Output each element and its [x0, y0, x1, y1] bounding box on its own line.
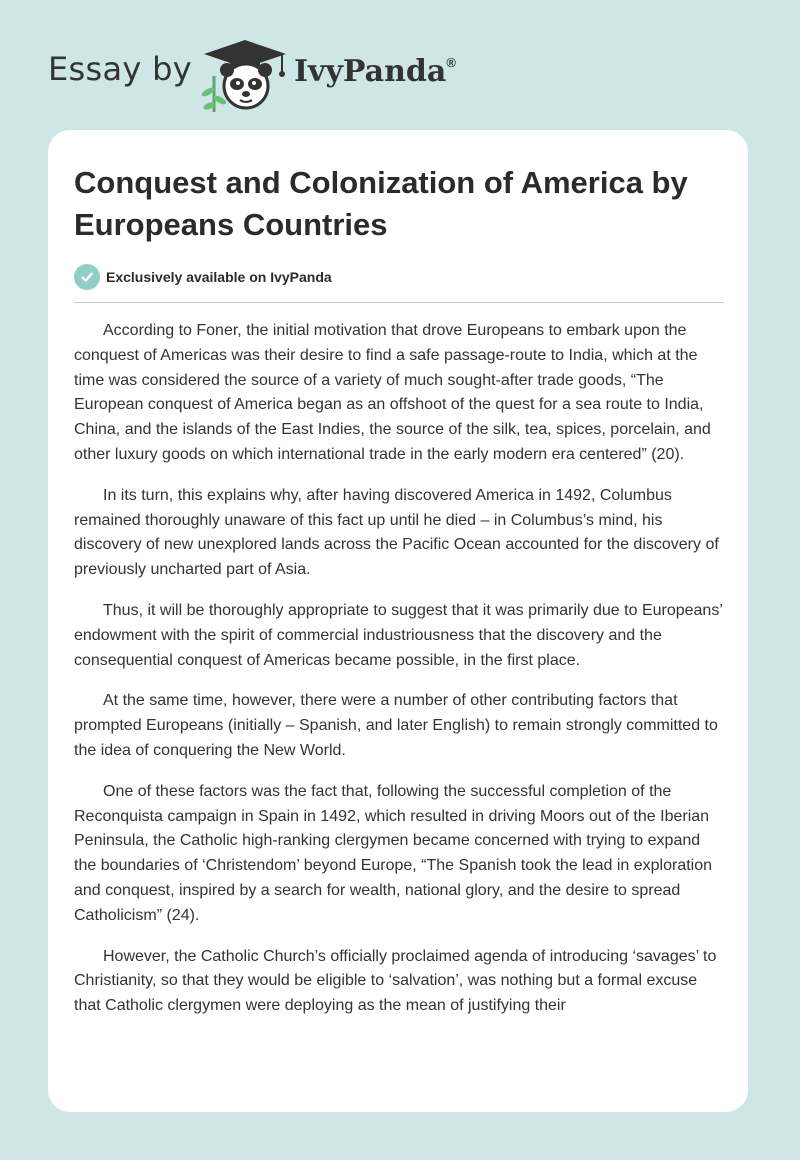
paragraph: Thus, it will be thoroughly appropriate to suggest that it was primarily due to Europeans’ endowment with the spirit of commercial industriousness that the discovery and the consequential conquest of Americas became possible, in the first place.: [74, 601, 723, 669]
badge-text: Exclusively available on IvyPanda: [106, 269, 332, 285]
essay-body: [74, 319, 724, 1035]
divider: [74, 302, 724, 303]
page-title: Conquest and Colonization of America by Europeans Countries: [74, 165, 688, 242]
paragraph: At the same time, however, there were a number of other contributing factors that prompted Europeans (initially – Spanish, and later English) to remain strongly committed to the idea of conquering the New World.: [74, 692, 718, 759]
brand-text: IvyPanda: [294, 54, 447, 89]
panda-graduate-icon[interactable]: [200, 34, 290, 114]
essay-card: [48, 130, 748, 1112]
paragraph: In its turn, this explains why, after having discovered America in 1492, Columbus remained thoroughly unaware of this fact up until he died – in Columbus’s mind, his discovery of new unexplored lands across the Pacific Ocean accounted for the discovery of previously uncharted part of Asia.: [74, 486, 719, 579]
paragraph: One of these factors was the fact that, following the successful completion of the Reconquista campaign in Spain in 1492, which resulted in driving Moors out of the Iberian Peninsula, the Catholic high-ranking clergymen became concerned with trying to expand the boundaries of ‘Christendom’ beyond Europe, “The Spanish took the lead in exploration and conquest, inspired by a search for wealth, national glory, and the desire to spread Catholicism” (24).: [74, 782, 713, 924]
essay-by-label: Essay by: [48, 50, 192, 88]
registered-mark: ®: [446, 55, 456, 70]
exclusive-badge: [74, 264, 332, 290]
site-header: [48, 34, 548, 114]
brand-name[interactable]: [294, 54, 456, 89]
checkmark-icon: [74, 264, 100, 290]
paragraph: According to Foner, the initial motivation that drove Europeans to embark upon the conquest of Americas was their desire to find a safe passage-route to India, which at the time was considered the source of a variety of much sought-after trade goods, “The European conquest of America began as an offshoot of the quest for a sea route to India, China, and the islands of the East Indies, the source of the silk, tea, spices, porcelain, and other luxury goods on which international trade in the early modern era centered” (20).: [74, 322, 711, 463]
paragraph: However, the Catholic Church’s officially proclaimed agenda of introducing ‘savages’ to Christianity, so that they would be eligible to ‘salvation’, was nothing but a formal excuse that Catholic clergymen were deploying as the mean of justifying their: [74, 947, 717, 1015]
